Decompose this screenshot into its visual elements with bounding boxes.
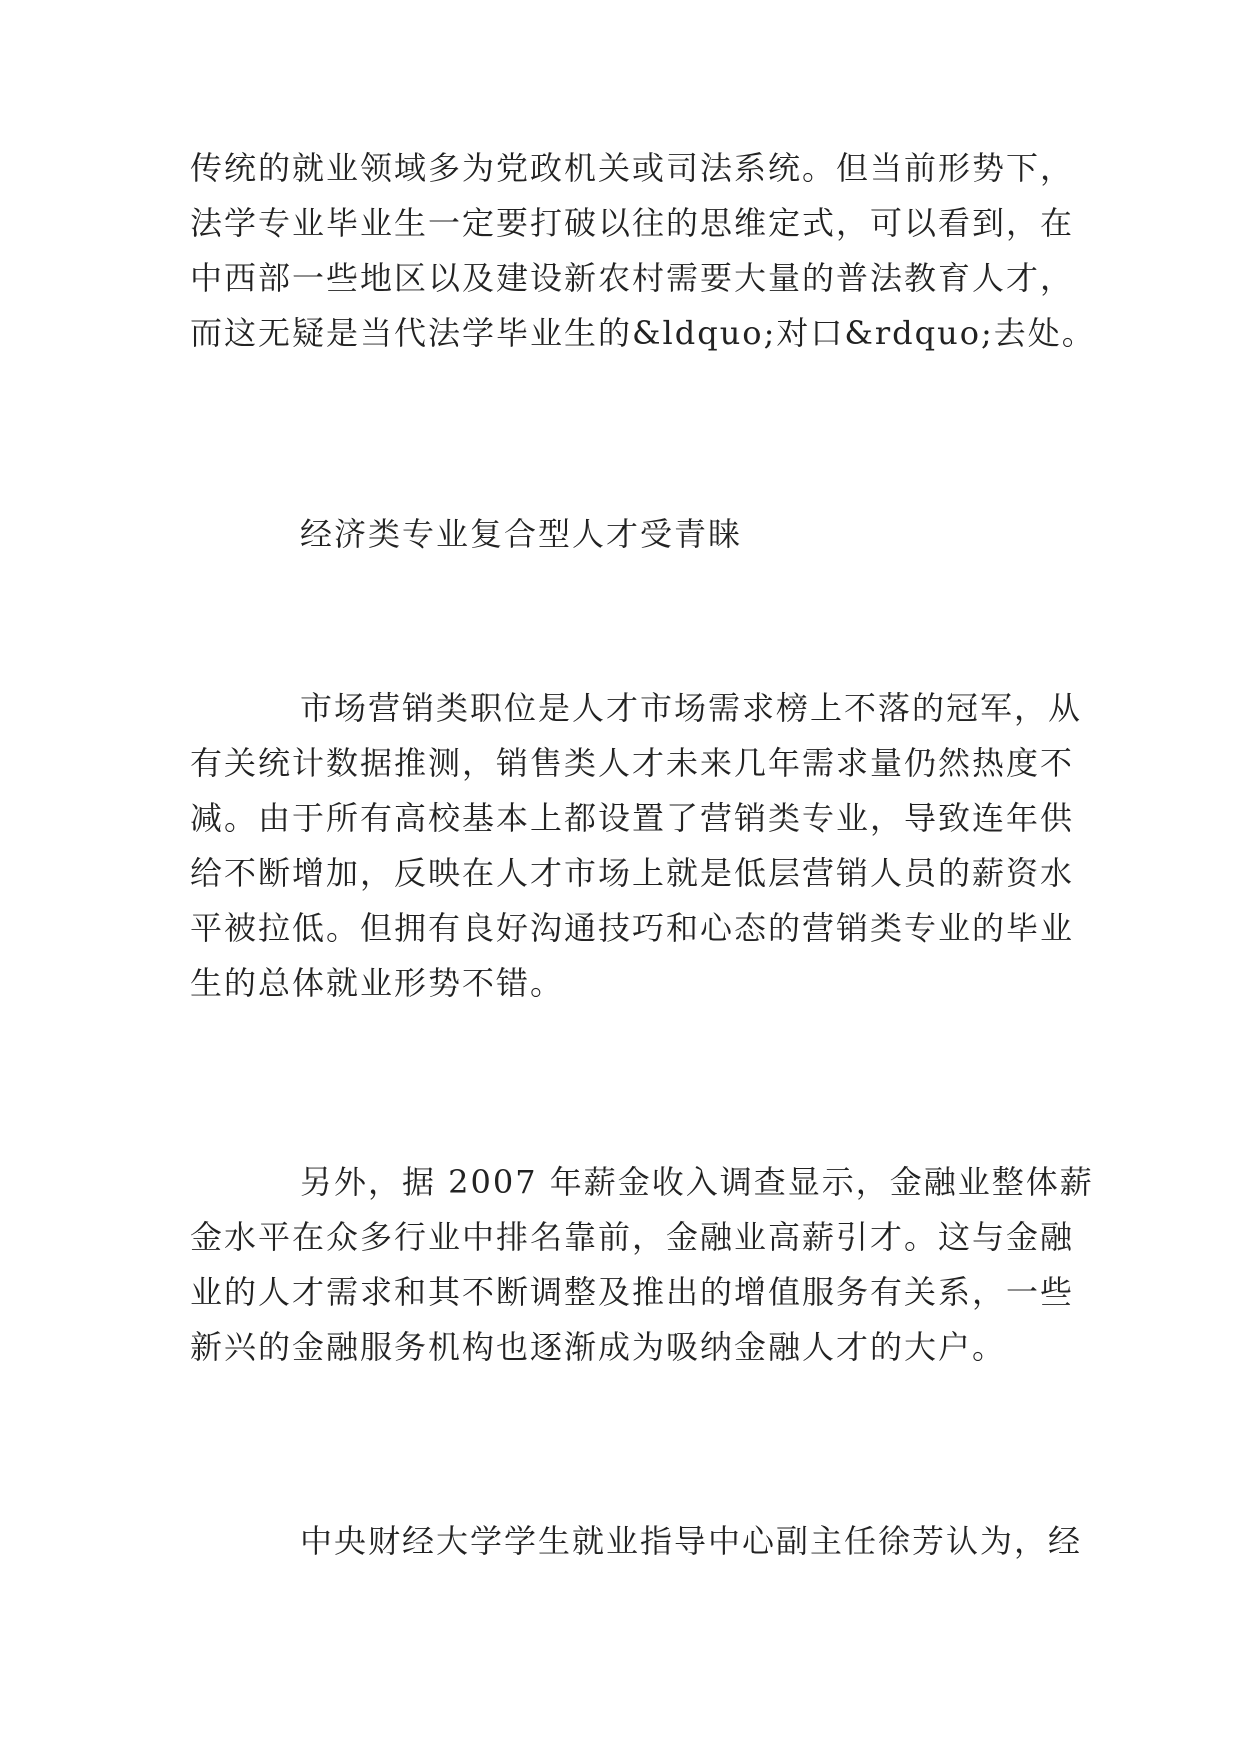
paragraph-2-line-1: 市场营销类职位是人才市场需求榜上不落的冠军，从 xyxy=(300,689,1083,727)
paragraph-1-line-3: 中西部一些地区以及建设新农村需要大量的普法教育人才， xyxy=(190,259,1075,297)
paragraph-3-line-4: 新兴的金融服务机构也逐渐成为吸纳金融人才的大户。 xyxy=(190,1328,1007,1366)
section-heading: 经济类专业复合型人才受青睐 xyxy=(300,515,743,553)
paragraph-1-line-2: 法学专业毕业生一定要打破以往的思维定式，可以看到，在 xyxy=(190,204,1075,242)
paragraph-4-line-1: 中央财经大学学生就业指导中心副主任徐芳认为，经 xyxy=(300,1522,1083,1560)
paragraph-2-line-6: 生的总体就业形势不错。 xyxy=(190,964,565,1002)
paragraph-3-line-1: 另外，据 2007 年薪金收入调查显示，金融业整体薪 xyxy=(300,1163,1094,1201)
paragraph-2-line-3: 减。由于所有高校基本上都设置了营销类专业，导致连年供 xyxy=(190,799,1075,837)
paragraph-2-line-4: 给不断增加，反映在人才市场上就是低层营销人员的薪资水 xyxy=(190,854,1075,892)
paragraph-2-line-5: 平被拉低。但拥有良好沟通技巧和心态的营销类专业的毕业 xyxy=(190,909,1075,947)
paragraph-1-line-4: 而这无疑是当代法学毕业生的&ldquo;对口&rdquo;去处。 xyxy=(190,314,1096,352)
paragraph-3-line-2: 金水平在众多行业中排名靠前，金融业高薪引才。这与金融 xyxy=(190,1218,1075,1256)
paragraph-1-line-1: 传统的就业领域多为党政机关或司法系统。但当前形势下， xyxy=(190,149,1075,187)
paragraph-2-line-2: 有关统计数据推测，销售类人才未来几年需求量仍然热度不 xyxy=(190,744,1075,782)
paragraph-3-line-3: 业的人才需求和其不断调整及推出的增值服务有关系，一些 xyxy=(190,1273,1075,1311)
